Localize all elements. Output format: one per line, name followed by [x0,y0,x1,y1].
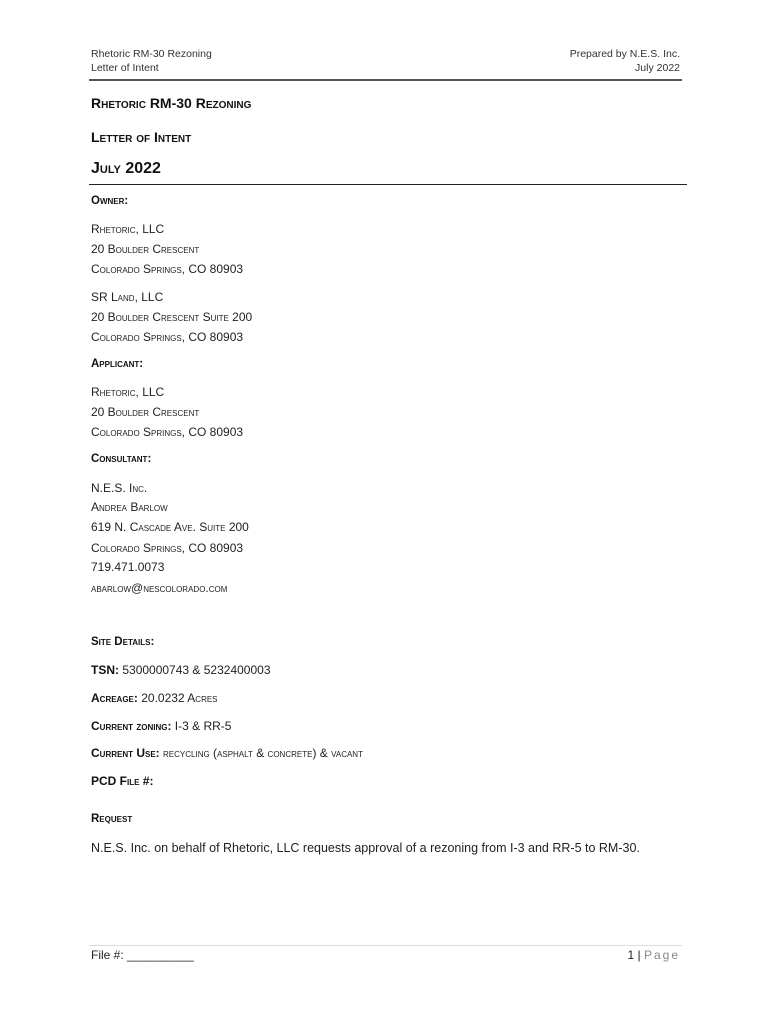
owner1-name: Rhetoric, LLC [91,222,165,236]
zoning-value: I-3 & RR-5 [174,719,232,733]
header-document-type: Letter of Intent [91,62,159,74]
document-date: July 2022 [91,160,161,177]
consultant-firm: N.E.S. Inc. [91,481,148,495]
footer-file-number: File #: __________ [91,948,194,962]
consultant-email: abarlow@nescolorado.com [91,581,228,595]
tsn-label: TSN: [91,663,119,677]
consultant-city: Colorado Springs, CO 80903 [91,541,244,555]
tsn-value: 5300000743 & 5232400003 [122,663,271,677]
use-row [91,746,363,760]
header-divider [89,79,682,81]
consultant-phone: 719.471.0073 [91,560,165,574]
request-label: Request [91,813,133,825]
running-header-right [570,47,680,75]
header-project-name: Rhetoric RM-30 Rezoning [91,48,212,60]
pcd-row [91,774,153,788]
acreage-row [91,691,218,705]
request-text: N.E.S. Inc. on behalf of Rhetoric, LLC requests approval of a rezoning from I-3 and RR-5 to RM-30. [91,841,640,855]
applicant-city: Colorado Springs, CO 80903 [91,425,244,439]
owner2-street: 20 Boulder Crescent Suite 200 [91,310,253,324]
tsn-row [91,663,271,677]
pcd-label: PCD File #: [91,774,154,788]
title-divider [89,184,687,185]
site-details-label: Site Details: [91,636,155,648]
owner2-name: SR Land, LLC [91,290,164,304]
page-separator: | [637,948,641,962]
document-subtitle: Letter of Intent [91,129,192,145]
header-prepared-by: Prepared by N.E.S. Inc. [569,48,680,60]
acreage-value: 20.0232 Acres [141,691,218,705]
owner2-city: Colorado Springs, CO 80903 [91,330,244,344]
page-number: 1 [627,948,635,962]
consultant-contact: Andrea Barlow [91,500,168,514]
applicant-label: Applicant: [91,358,144,370]
consultant-street: 619 N. Cascade Ave. Suite 200 [91,520,249,534]
page-word: Page [643,948,680,962]
footer-divider [89,945,682,946]
consultant-label: Consultant: [91,453,152,465]
document-title: Rhetoric RM-30 Rezoning [91,95,252,111]
applicant-name: Rhetoric, LLC [91,385,165,399]
footer-page-number [627,948,680,962]
zoning-row [91,719,231,733]
owner-label: Owner: [91,195,129,207]
owner1-street: 20 Boulder Crescent [91,242,200,256]
use-label: Current Use: [91,746,160,760]
owner1-city: Colorado Springs, CO 80903 [91,262,244,276]
applicant-street: 20 Boulder Crescent [91,405,200,419]
header-date: July 2022 [635,62,680,74]
acreage-label: Acreage: [91,691,138,705]
running-header-left [91,47,212,75]
use-value: recycling (asphalt & concrete) & vacant [163,746,363,760]
zoning-label: Current zoning: [91,719,172,733]
